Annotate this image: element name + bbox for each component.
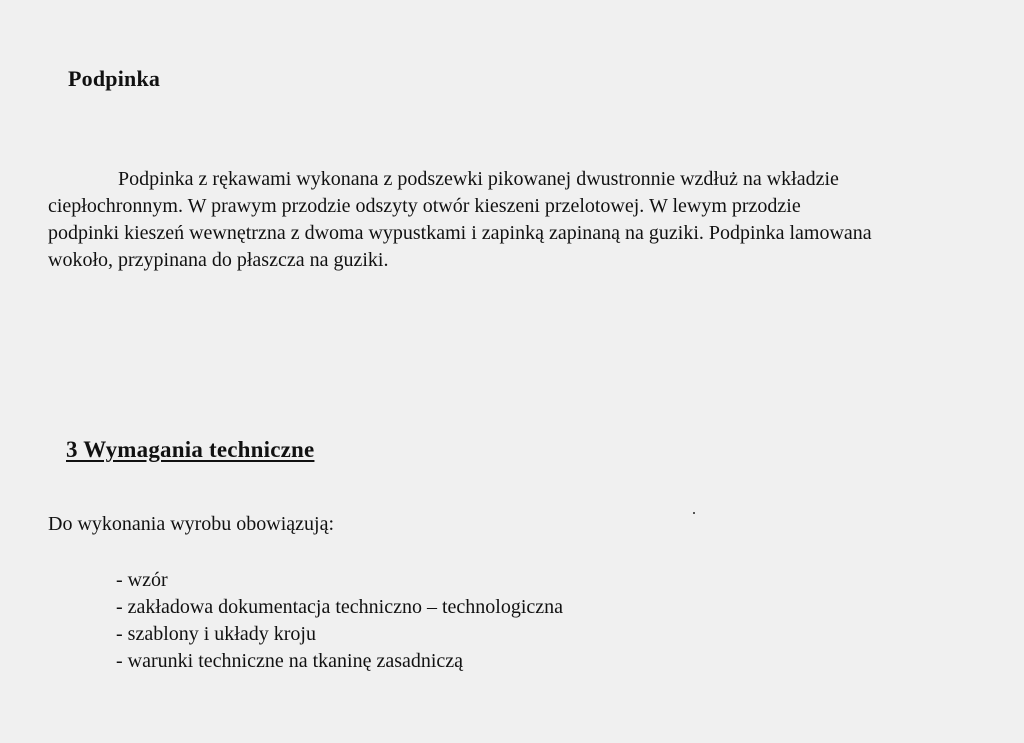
paragraph-line: Podpinka z rękawami wykonana z podszewki pikowanej dwustronnie wzdłuż na wkładzie xyxy=(118,168,839,190)
paragraph-line: wokoło, przypinana do płaszcza na guziki. xyxy=(48,249,389,271)
requirements-heading: 3 Wymagania techniczne xyxy=(66,437,315,462)
list-item: - wzór xyxy=(116,569,168,591)
list-item: - zakładowa dokumentacja techniczno – technologiczna xyxy=(116,596,564,618)
description-paragraph xyxy=(48,166,1016,274)
section-title: Podpinka xyxy=(68,66,161,91)
paragraph-line: podpinki kieszeń wewnętrzna z dwoma wypustkami i zapinką zapinaną na guziki. Podpinka lamowana xyxy=(48,222,872,244)
scan-speck xyxy=(693,512,695,514)
requirements-intro: Do wykonania wyrobu obowiązują: xyxy=(48,513,335,535)
list-item: - warunki techniczne na tkaninę zasadniczą xyxy=(116,650,464,672)
paragraph-line: ciepłochronnym. W prawym przodzie odszyty otwór kieszeni przelotowej. W lewym przodzie xyxy=(48,195,801,217)
list-item: - szablony i układy kroju xyxy=(116,623,316,645)
requirements-list xyxy=(116,567,563,675)
